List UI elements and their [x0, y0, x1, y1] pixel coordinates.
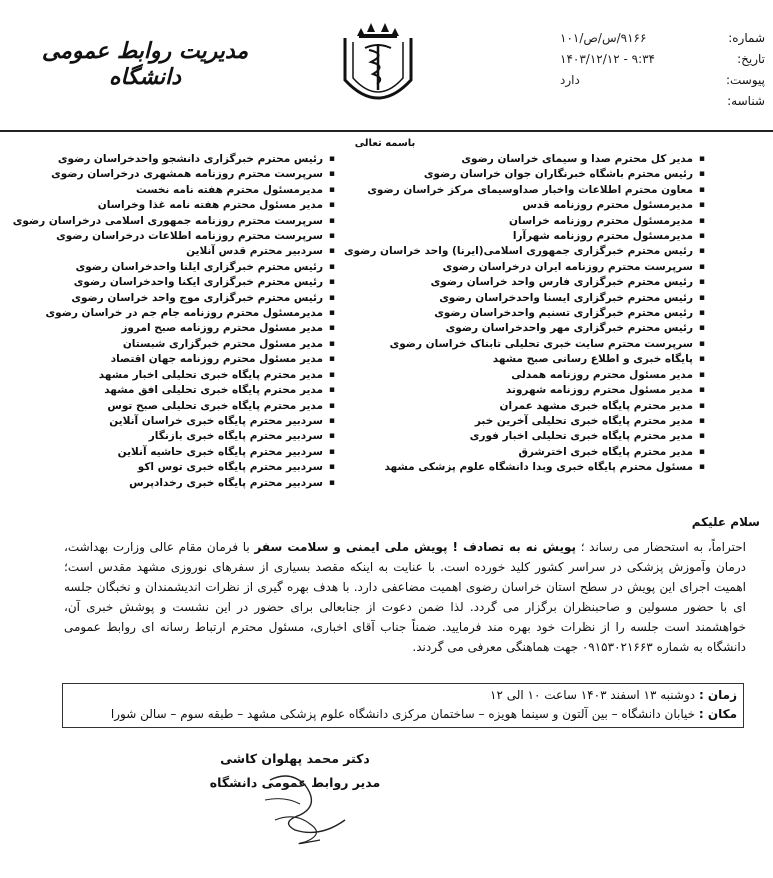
- letter-body: [64, 537, 746, 657]
- right-recipient: ▪ رئیس محترم خبرگزاری تسنیم واحدخراسان رضوی: [395, 306, 705, 321]
- left-recipient: ▪ مدیر مسئول محترم خبرگزاری شبستان: [80, 337, 335, 352]
- recipients-left-column: [12, 152, 335, 491]
- left-recipient: ▪ رئیس محترم خبرگزاری ایلنا واحدخراسان رضوی: [80, 260, 335, 275]
- left-recipient: ▪ مدیرمسئول محترم هفته نامه نخست: [80, 183, 335, 198]
- left-recipient: ▪ رئیس محترم خبرگزاری موج واحد خراسان رضوی: [80, 291, 335, 306]
- handwritten-signature-icon: [250, 760, 360, 850]
- left-recipient: ▪ سردبیر محترم پایگاه خبری رخدادپرس: [80, 476, 335, 491]
- right-recipient: ▪ مدیر محترم پایگاه خبری مشهد عمران: [395, 399, 705, 414]
- event-time-row: [69, 686, 737, 705]
- right-recipient: ▪ مدیر کل محترم صدا و سیمای خراسان رضوی: [395, 152, 705, 167]
- attachment-value: دارد: [560, 73, 580, 87]
- left-recipient: ▪ مدیر محترم پایگاه خبری تحلیلی صبح توس: [80, 399, 335, 414]
- header-divider: [0, 130, 773, 132]
- left-recipient: ▪ سرپرست محترم روزنامه جمهوری اسلامی درخراسان رضوی: [80, 214, 335, 229]
- date-value: ۹:۳۴ - ۱۴۰۳/۱۲/۱۲: [560, 52, 656, 66]
- university-logo: [335, 20, 421, 120]
- left-recipient: ▪ سردبیر محترم پایگاه خبری توس اکو: [80, 460, 335, 475]
- left-recipient: ▪ رئیس محترم خبرگزاری دانشجو واحدخراسان رضوی: [80, 152, 335, 167]
- office-title: مدیریت روابط عمومی دانشگاه: [41, 38, 249, 90]
- id-label: شناسه:: [727, 94, 765, 108]
- event-time-label: زمان :: [698, 688, 737, 702]
- date-label: تاریخ:: [737, 52, 765, 66]
- left-recipient: ▪ سردبیر محترم پایگاه خبری خراسان آنلاین: [80, 414, 335, 429]
- left-recipient: ▪ مدیر مسئول محترم روزنامه صبح امروز: [80, 321, 335, 336]
- number-value: ۹۱۶۶/س/ص/۱۰۱: [560, 31, 647, 45]
- greeting: سلام علیکم: [691, 515, 760, 529]
- left-recipient: ▪ مدیرمسئول محترم روزنامه جام جم در خراسان رضوی: [80, 306, 335, 321]
- body-rest: با فرمان مقام عالی وزارت بهداشت، درمان وآموزش پزشکی در سراسر کشور کلید خورده است. با عنایت به اینکه مقصد بسیاری از سفرهای نوروزی مشهد مقدس است؛ اهمیت اجرای این پویش در سطح استان خراسان رضوی اهمیت مضاعفی دارد. با هدف بهره گیری از نظرات اندیشمندان و نخبگان جلسه ای با حضور مسولین و صاحبنظران برگزار می گردد. لذا ضمن دعوت از جنابعالی برای حضور در این نشست و پوشش خبری آن، خواهشمند است جلسه را از نظرات خود بهره مند فرمایید. ضمناً جناب آقای اخباری، مسئول محترم ارتباط رسانه ای روابط عمومی دانشگاه به شماره ۰۹۱۵۳۰۲۱۶۶۳ جهت هماهنگی معرفی می گردند.: [64, 540, 746, 654]
- invocation: باسمه تعالی: [354, 138, 416, 149]
- right-recipient: ▪ مدیرمسئول محترم روزنامه قدس: [395, 198, 705, 213]
- event-place-label: مکان :: [698, 707, 737, 721]
- left-recipient: ▪ سردبیر محترم قدس آنلاین: [80, 244, 335, 259]
- left-recipient: ▪ رئیس محترم خبرگزاری ایکنا واحدخراسان رضوی: [80, 275, 335, 290]
- right-recipient: ▪ مدیرمسئول محترم روزنامه شهرآرا: [395, 229, 705, 244]
- right-recipient: ▪ مدیر مسئول محترم روزنامه همدلی: [395, 368, 705, 383]
- left-recipient: ▪ سردبیر محترم پایگاه خبری حاشیه آنلاین: [80, 445, 335, 460]
- right-recipient: ▪ مسئول محترم پایگاه خبری وبدا دانشگاه علوم پزشکی مشهد: [395, 460, 705, 475]
- left-recipient: ▪ مدیر مسئول محترم هفته نامه غذا وخراسان: [80, 198, 335, 213]
- signatory-name: دکتر محمد پهلوان کاشی: [220, 751, 370, 766]
- left-recipient: ▪ مدیر مسئول محترم روزنامه جهان اقتصاد: [80, 352, 335, 367]
- right-recipient: ▪ رئیس محترم باشگاه خبرنگاران جوان خراسان رضوی: [395, 167, 705, 182]
- attachment-label: پیوست:: [725, 73, 765, 87]
- signatory-title: مدیر روابط عمومی دانشگاه: [209, 775, 381, 790]
- body-intro: احتراماً، به استحضار می رساند ؛: [576, 540, 746, 554]
- left-recipient: ▪ سرپرست محترم روزنامه اطلاعات درخراسان رضوی: [80, 229, 335, 244]
- left-recipient: ▪ مدیر محترم پایگاه خبری تحلیلی افق مشهد: [80, 383, 335, 398]
- right-recipient: ▪ سرپرست محترم سایت خبری تحلیلی تابناک خراسان رضوی: [395, 337, 705, 352]
- right-recipient: ▪ مدیر محترم پایگاه خبری اخترشرق: [395, 445, 705, 460]
- number-label: شماره:: [728, 31, 765, 45]
- left-recipient: ▪ مدیر محترم پایگاه خبری تحلیلی اخبار مشهد: [80, 368, 335, 383]
- letter-meta: [560, 28, 765, 112]
- right-recipient: ▪ رئیس محترم خبرگزاری ایسنا واحدخراسان رضوی: [395, 291, 705, 306]
- right-recipient: ▪ رئیس محترم خبرگزاری فارس واحد خراسان رضوی: [395, 275, 705, 290]
- right-recipient: ▪ مدیر محترم پایگاه خبری تحلیلی اخبار فوری: [395, 429, 705, 444]
- right-recipient: ▪ مدیرمسئول محترم روزنامه خراسان: [395, 214, 705, 229]
- event-place-value: خیابان دانشگاه – بین آلتون و سینما هویزه – ساختمان مرکزی دانشگاه علوم پزشکی مشهد – طبقه سوم – سالن شورا: [110, 707, 696, 721]
- left-recipient: ▪ سردبیر محترم پایگاه خبری بازنگار: [80, 429, 335, 444]
- right-recipient: ▪ معاون محترم اطلاعات واخبار صداوسیمای مرکز خراسان رضوی: [395, 183, 705, 198]
- right-recipient: ▪ پایگاه خبری و اطلاع رسانی صبح مشهد: [395, 352, 705, 367]
- event-details-box: [62, 683, 744, 728]
- right-recipient: ▪ مدیر محترم پایگاه خبری تحلیلی آخرین خبر: [395, 414, 705, 429]
- recipients-right-column: [343, 152, 705, 476]
- event-place-row: [69, 705, 737, 724]
- logo-emblem-icon: [335, 20, 421, 120]
- right-recipient: ▪ رئیس محترم خبرگزاری جمهوری اسلامی(ایرنا) واحد خراسان رضوی: [395, 244, 705, 259]
- event-time-value: دوشنبه ۱۳ اسفند ۱۴۰۳ ساعت ۱۰ الی ۱۲: [490, 688, 696, 702]
- right-recipient: ▪ سرپرست محترم روزنامه ایران درخراسان رضوی: [395, 260, 705, 275]
- left-recipient: ▪ سرپرست محترم روزنامه همشهری درخراسان رضوی: [80, 167, 335, 182]
- right-recipient: ▪ مدیر مسئول محترم روزنامه شهروند: [395, 383, 705, 398]
- right-recipient: ▪ رئیس محترم خبرگزاری مهر واحدخراسان رضوی: [395, 321, 705, 336]
- campaign-name: پویش نه به تصادف ! پویش ملی ایمنی و سلامت سفر: [254, 540, 577, 554]
